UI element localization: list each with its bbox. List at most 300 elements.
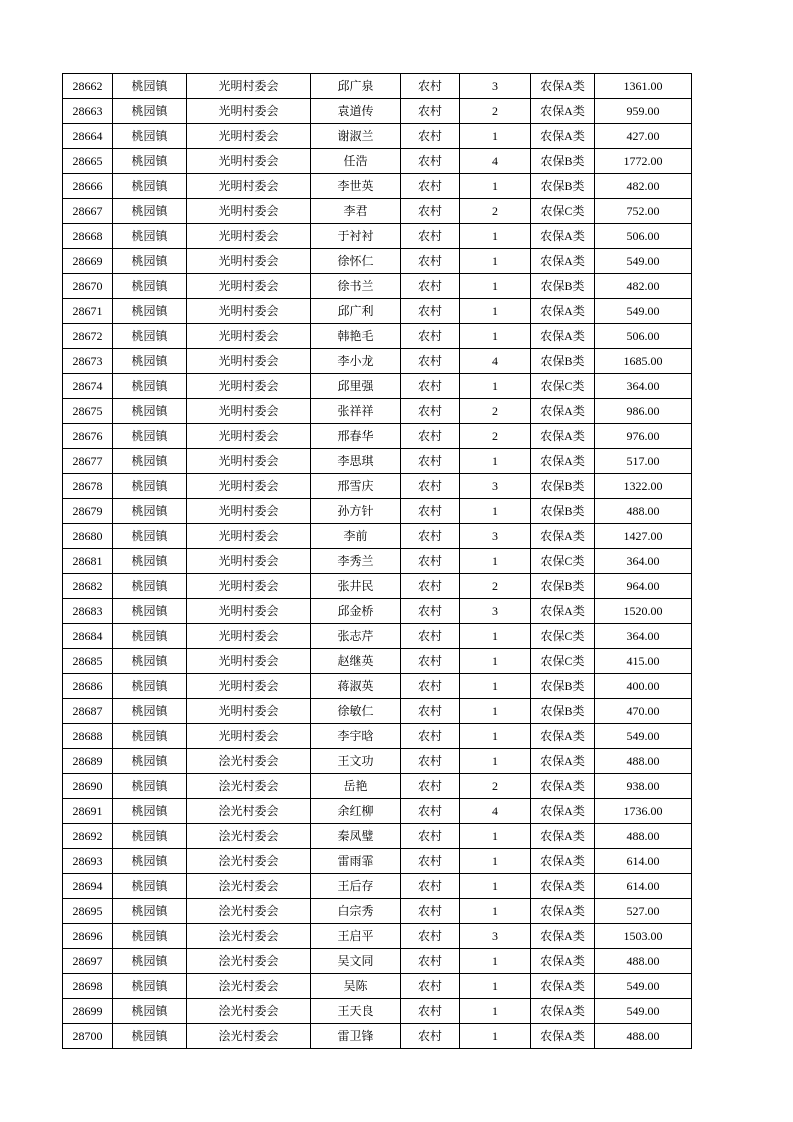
cell-insurance-category: 农保A类 [531, 124, 595, 149]
cell-residence-type: 农村 [401, 924, 460, 949]
table-row [63, 424, 692, 449]
cell-village-committee: 光明村委会 [187, 549, 311, 574]
cell-record-id: 28669 [63, 249, 113, 274]
table-row [63, 174, 692, 199]
cell-person-name: 王天良 [311, 999, 401, 1024]
cell-record-id: 28700 [63, 1024, 113, 1049]
cell-record-id: 28683 [63, 599, 113, 624]
table-row [63, 349, 692, 374]
cell-village-committee: 光明村委会 [187, 499, 311, 524]
cell-insurance-category: 农保A类 [531, 1024, 595, 1049]
cell-amount: 986.00 [595, 399, 692, 424]
cell-headcount: 2 [460, 574, 531, 599]
cell-headcount: 1 [460, 274, 531, 299]
cell-person-name: 孙方针 [311, 499, 401, 524]
table-row [63, 774, 692, 799]
cell-headcount: 1 [460, 549, 531, 574]
cell-residence-type: 农村 [401, 849, 460, 874]
cell-amount: 959.00 [595, 99, 692, 124]
cell-headcount: 1 [460, 499, 531, 524]
table-row [63, 1024, 692, 1049]
cell-headcount: 3 [460, 74, 531, 99]
cell-person-name: 邱广泉 [311, 74, 401, 99]
cell-insurance-category: 农保A类 [531, 224, 595, 249]
cell-amount: 364.00 [595, 549, 692, 574]
cell-person-name: 袁道传 [311, 99, 401, 124]
cell-record-id: 28677 [63, 449, 113, 474]
cell-insurance-category: 农保B类 [531, 499, 595, 524]
cell-person-name: 李世英 [311, 174, 401, 199]
cell-insurance-category: 农保A类 [531, 74, 595, 99]
table-row [63, 124, 692, 149]
cell-insurance-category: 农保C类 [531, 649, 595, 674]
cell-record-id: 28686 [63, 674, 113, 699]
cell-amount: 364.00 [595, 624, 692, 649]
cell-record-id: 28684 [63, 624, 113, 649]
cell-headcount: 1 [460, 299, 531, 324]
cell-headcount: 1 [460, 174, 531, 199]
cell-insurance-category: 农保B类 [531, 674, 595, 699]
table-row [63, 99, 692, 124]
cell-residence-type: 农村 [401, 299, 460, 324]
cell-town: 桃园镇 [113, 674, 187, 699]
cell-village-committee: 光明村委会 [187, 374, 311, 399]
cell-person-name: 邢春华 [311, 424, 401, 449]
cell-village-committee: 光明村委会 [187, 449, 311, 474]
cell-village-committee: 光明村委会 [187, 99, 311, 124]
cell-insurance-category: 农保C类 [531, 624, 595, 649]
cell-record-id: 28670 [63, 274, 113, 299]
cell-insurance-category: 农保A类 [531, 449, 595, 474]
cell-village-committee: 光明村委会 [187, 399, 311, 424]
cell-residence-type: 农村 [401, 824, 460, 849]
cell-village-committee: 光明村委会 [187, 274, 311, 299]
cell-amount: 364.00 [595, 374, 692, 399]
table-row [63, 224, 692, 249]
cell-town: 桃园镇 [113, 399, 187, 424]
cell-person-name: 王启平 [311, 924, 401, 949]
cell-residence-type: 农村 [401, 549, 460, 574]
cell-residence-type: 农村 [401, 1024, 460, 1049]
cell-town: 桃园镇 [113, 874, 187, 899]
cell-town: 桃园镇 [113, 174, 187, 199]
cell-person-name: 吴陈 [311, 974, 401, 999]
cell-record-id: 28666 [63, 174, 113, 199]
cell-town: 桃园镇 [113, 349, 187, 374]
cell-amount: 752.00 [595, 199, 692, 224]
cell-village-committee: 浍光村委会 [187, 974, 311, 999]
cell-residence-type: 农村 [401, 949, 460, 974]
cell-amount: 1736.00 [595, 799, 692, 824]
cell-residence-type: 农村 [401, 999, 460, 1024]
cell-insurance-category: 农保A类 [531, 999, 595, 1024]
table-row [63, 824, 692, 849]
cell-amount: 614.00 [595, 874, 692, 899]
cell-record-id: 28674 [63, 374, 113, 399]
cell-town: 桃园镇 [113, 649, 187, 674]
cell-town: 桃园镇 [113, 499, 187, 524]
cell-person-name: 雷卫锋 [311, 1024, 401, 1049]
cell-village-committee: 光明村委会 [187, 249, 311, 274]
cell-amount: 415.00 [595, 649, 692, 674]
table-body [63, 74, 692, 1049]
cell-person-name: 李小龙 [311, 349, 401, 374]
table-row [63, 574, 692, 599]
cell-headcount: 1 [460, 749, 531, 774]
cell-record-id: 28663 [63, 99, 113, 124]
cell-person-name: 徐怀仁 [311, 249, 401, 274]
table-row [63, 674, 692, 699]
table-row [63, 749, 692, 774]
cell-residence-type: 农村 [401, 99, 460, 124]
cell-record-id: 28690 [63, 774, 113, 799]
cell-amount: 549.00 [595, 299, 692, 324]
table-row [63, 699, 692, 724]
cell-residence-type: 农村 [401, 374, 460, 399]
cell-headcount: 4 [460, 349, 531, 374]
cell-amount: 527.00 [595, 899, 692, 924]
cell-insurance-category: 农保C类 [531, 374, 595, 399]
cell-record-id: 28691 [63, 799, 113, 824]
table-row [63, 924, 692, 949]
cell-record-id: 28680 [63, 524, 113, 549]
cell-person-name: 赵继英 [311, 649, 401, 674]
cell-residence-type: 农村 [401, 724, 460, 749]
cell-insurance-category: 农保A类 [531, 724, 595, 749]
cell-village-committee: 浍光村委会 [187, 849, 311, 874]
cell-record-id: 28687 [63, 699, 113, 724]
cell-person-name: 李思琪 [311, 449, 401, 474]
cell-headcount: 1 [460, 449, 531, 474]
cell-headcount: 2 [460, 424, 531, 449]
cell-headcount: 2 [460, 99, 531, 124]
cell-record-id: 28696 [63, 924, 113, 949]
cell-town: 桃园镇 [113, 924, 187, 949]
cell-village-committee: 浍光村委会 [187, 899, 311, 924]
table-row [63, 949, 692, 974]
cell-residence-type: 农村 [401, 449, 460, 474]
cell-insurance-category: 农保A类 [531, 424, 595, 449]
cell-person-name: 谢淑兰 [311, 124, 401, 149]
cell-town: 桃园镇 [113, 699, 187, 724]
cell-headcount: 1 [460, 624, 531, 649]
cell-record-id: 28676 [63, 424, 113, 449]
cell-town: 桃园镇 [113, 374, 187, 399]
cell-village-committee: 光明村委会 [187, 174, 311, 199]
cell-record-id: 28671 [63, 299, 113, 324]
cell-residence-type: 农村 [401, 799, 460, 824]
cell-amount: 614.00 [595, 849, 692, 874]
cell-headcount: 1 [460, 724, 531, 749]
table-row [63, 849, 692, 874]
cell-headcount: 1 [460, 999, 531, 1024]
cell-headcount: 3 [460, 924, 531, 949]
cell-record-id: 28682 [63, 574, 113, 599]
cell-village-committee: 光明村委会 [187, 599, 311, 624]
cell-headcount: 1 [460, 699, 531, 724]
cell-village-committee: 光明村委会 [187, 424, 311, 449]
cell-town: 桃园镇 [113, 74, 187, 99]
cell-residence-type: 农村 [401, 74, 460, 99]
cell-village-committee: 光明村委会 [187, 299, 311, 324]
cell-record-id: 28675 [63, 399, 113, 424]
cell-amount: 482.00 [595, 274, 692, 299]
cell-person-name: 张井民 [311, 574, 401, 599]
cell-headcount: 1 [460, 849, 531, 874]
cell-person-name: 余红柳 [311, 799, 401, 824]
cell-person-name: 邱里强 [311, 374, 401, 399]
cell-village-committee: 光明村委会 [187, 149, 311, 174]
cell-record-id: 28693 [63, 849, 113, 874]
cell-town: 桃园镇 [113, 449, 187, 474]
cell-amount: 506.00 [595, 224, 692, 249]
cell-person-name: 韩艳毛 [311, 324, 401, 349]
cell-person-name: 蒋淑英 [311, 674, 401, 699]
cell-residence-type: 农村 [401, 774, 460, 799]
cell-amount: 1685.00 [595, 349, 692, 374]
cell-residence-type: 农村 [401, 474, 460, 499]
cell-residence-type: 农村 [401, 349, 460, 374]
cell-insurance-category: 农保A类 [531, 924, 595, 949]
cell-residence-type: 农村 [401, 624, 460, 649]
cell-insurance-category: 农保A类 [531, 324, 595, 349]
cell-record-id: 28678 [63, 474, 113, 499]
cell-amount: 976.00 [595, 424, 692, 449]
cell-village-committee: 浍光村委会 [187, 924, 311, 949]
table-row [63, 74, 692, 99]
cell-village-committee: 浍光村委会 [187, 774, 311, 799]
cell-insurance-category: 农保A类 [531, 599, 595, 624]
cell-village-committee: 浍光村委会 [187, 824, 311, 849]
cell-village-committee: 光明村委会 [187, 574, 311, 599]
cell-amount: 1520.00 [595, 599, 692, 624]
cell-town: 桃园镇 [113, 799, 187, 824]
cell-record-id: 28698 [63, 974, 113, 999]
cell-person-name: 王文功 [311, 749, 401, 774]
cell-residence-type: 农村 [401, 649, 460, 674]
cell-residence-type: 农村 [401, 874, 460, 899]
cell-town: 桃园镇 [113, 1024, 187, 1049]
cell-person-name: 李宇晗 [311, 724, 401, 749]
cell-insurance-category: 农保A类 [531, 874, 595, 899]
cell-town: 桃园镇 [113, 849, 187, 874]
cell-amount: 549.00 [595, 999, 692, 1024]
table-row [63, 324, 692, 349]
cell-amount: 549.00 [595, 724, 692, 749]
cell-person-name: 李君 [311, 199, 401, 224]
cell-amount: 427.00 [595, 124, 692, 149]
cell-person-name: 邢雪庆 [311, 474, 401, 499]
cell-headcount: 1 [460, 824, 531, 849]
table-row [63, 249, 692, 274]
cell-headcount: 1 [460, 124, 531, 149]
cell-headcount: 3 [460, 524, 531, 549]
cell-amount: 400.00 [595, 674, 692, 699]
table-row [63, 999, 692, 1024]
cell-town: 桃园镇 [113, 574, 187, 599]
cell-town: 桃园镇 [113, 774, 187, 799]
cell-record-id: 28662 [63, 74, 113, 99]
cell-village-committee: 光明村委会 [187, 224, 311, 249]
cell-amount: 964.00 [595, 574, 692, 599]
cell-record-id: 28679 [63, 499, 113, 524]
cell-headcount: 1 [460, 249, 531, 274]
cell-person-name: 张志芹 [311, 624, 401, 649]
cell-insurance-category: 农保B类 [531, 574, 595, 599]
cell-amount: 488.00 [595, 949, 692, 974]
cell-amount: 1503.00 [595, 924, 692, 949]
cell-insurance-category: 农保C类 [531, 549, 595, 574]
cell-town: 桃园镇 [113, 949, 187, 974]
table-row [63, 474, 692, 499]
cell-record-id: 28664 [63, 124, 113, 149]
cell-residence-type: 农村 [401, 124, 460, 149]
cell-village-committee: 光明村委会 [187, 624, 311, 649]
cell-amount: 488.00 [595, 749, 692, 774]
cell-insurance-category: 农保A类 [531, 849, 595, 874]
cell-residence-type: 农村 [401, 224, 460, 249]
cell-insurance-category: 农保C类 [531, 199, 595, 224]
cell-village-committee: 光明村委会 [187, 724, 311, 749]
cell-amount: 482.00 [595, 174, 692, 199]
cell-headcount: 3 [460, 599, 531, 624]
table-row [63, 299, 692, 324]
cell-village-committee: 浍光村委会 [187, 874, 311, 899]
table-row [63, 199, 692, 224]
cell-town: 桃园镇 [113, 424, 187, 449]
cell-town: 桃园镇 [113, 249, 187, 274]
cell-residence-type: 农村 [401, 524, 460, 549]
cell-village-committee: 光明村委会 [187, 699, 311, 724]
cell-insurance-category: 农保A类 [531, 99, 595, 124]
cell-residence-type: 农村 [401, 199, 460, 224]
table-row [63, 624, 692, 649]
cell-insurance-category: 农保B类 [531, 274, 595, 299]
cell-residence-type: 农村 [401, 249, 460, 274]
table-row [63, 524, 692, 549]
cell-amount: 1361.00 [595, 74, 692, 99]
cell-record-id: 28688 [63, 724, 113, 749]
cell-record-id: 28668 [63, 224, 113, 249]
cell-residence-type: 农村 [401, 599, 460, 624]
cell-person-name: 邱金桥 [311, 599, 401, 624]
table-row [63, 899, 692, 924]
cell-headcount: 1 [460, 874, 531, 899]
table-row [63, 549, 692, 574]
table-row [63, 374, 692, 399]
cell-amount: 488.00 [595, 1024, 692, 1049]
cell-town: 桃园镇 [113, 324, 187, 349]
cell-town: 桃园镇 [113, 124, 187, 149]
cell-residence-type: 农村 [401, 149, 460, 174]
cell-insurance-category: 农保A类 [531, 824, 595, 849]
cell-person-name: 张祥祥 [311, 399, 401, 424]
cell-amount: 488.00 [595, 824, 692, 849]
cell-record-id: 28685 [63, 649, 113, 674]
cell-insurance-category: 农保B类 [531, 174, 595, 199]
cell-town: 桃园镇 [113, 974, 187, 999]
cell-town: 桃园镇 [113, 599, 187, 624]
cell-residence-type: 农村 [401, 174, 460, 199]
cell-headcount: 1 [460, 649, 531, 674]
cell-amount: 1772.00 [595, 149, 692, 174]
cell-person-name: 王后存 [311, 874, 401, 899]
cell-residence-type: 农村 [401, 974, 460, 999]
cell-village-committee: 光明村委会 [187, 324, 311, 349]
cell-village-committee: 浍光村委会 [187, 1024, 311, 1049]
cell-insurance-category: 农保A类 [531, 399, 595, 424]
cell-village-committee: 光明村委会 [187, 199, 311, 224]
cell-village-committee: 光明村委会 [187, 524, 311, 549]
cell-headcount: 4 [460, 149, 531, 174]
cell-person-name: 吴文同 [311, 949, 401, 974]
cell-record-id: 28665 [63, 149, 113, 174]
cell-amount: 1427.00 [595, 524, 692, 549]
cell-town: 桃园镇 [113, 899, 187, 924]
cell-headcount: 1 [460, 974, 531, 999]
cell-insurance-category: 农保B类 [531, 474, 595, 499]
cell-insurance-category: 农保A类 [531, 774, 595, 799]
cell-town: 桃园镇 [113, 299, 187, 324]
cell-person-name: 秦凤璧 [311, 824, 401, 849]
cell-residence-type: 农村 [401, 749, 460, 774]
table-row [63, 499, 692, 524]
cell-insurance-category: 农保A类 [531, 899, 595, 924]
table-row [63, 799, 692, 824]
cell-town: 桃园镇 [113, 824, 187, 849]
cell-village-committee: 浍光村委会 [187, 999, 311, 1024]
cell-insurance-category: 农保A类 [531, 974, 595, 999]
cell-person-name: 徐敏仁 [311, 699, 401, 724]
cell-village-committee: 光明村委会 [187, 674, 311, 699]
table-row [63, 724, 692, 749]
table-row [63, 449, 692, 474]
table-row [63, 874, 692, 899]
cell-village-committee: 光明村委会 [187, 474, 311, 499]
cell-town: 桃园镇 [113, 274, 187, 299]
cell-insurance-category: 农保B类 [531, 149, 595, 174]
cell-amount: 549.00 [595, 974, 692, 999]
cell-residence-type: 农村 [401, 424, 460, 449]
cell-headcount: 1 [460, 674, 531, 699]
cell-person-name: 白宗秀 [311, 899, 401, 924]
cell-record-id: 28667 [63, 199, 113, 224]
cell-insurance-category: 农保A类 [531, 799, 595, 824]
cell-town: 桃园镇 [113, 199, 187, 224]
cell-headcount: 2 [460, 399, 531, 424]
cell-insurance-category: 农保A类 [531, 299, 595, 324]
cell-residence-type: 农村 [401, 574, 460, 599]
cell-person-name: 岳艳 [311, 774, 401, 799]
cell-town: 桃园镇 [113, 474, 187, 499]
table-row [63, 649, 692, 674]
cell-village-committee: 光明村委会 [187, 124, 311, 149]
cell-headcount: 2 [460, 774, 531, 799]
table-row [63, 974, 692, 999]
cell-record-id: 28692 [63, 824, 113, 849]
cell-person-name: 雷雨霏 [311, 849, 401, 874]
cell-residence-type: 农村 [401, 274, 460, 299]
cell-amount: 938.00 [595, 774, 692, 799]
cell-village-committee: 光明村委会 [187, 74, 311, 99]
cell-person-name: 李前 [311, 524, 401, 549]
cell-person-name: 任浩 [311, 149, 401, 174]
cell-residence-type: 农村 [401, 674, 460, 699]
records-table [62, 73, 692, 1049]
cell-headcount: 4 [460, 799, 531, 824]
cell-residence-type: 农村 [401, 499, 460, 524]
cell-person-name: 于衬衬 [311, 224, 401, 249]
